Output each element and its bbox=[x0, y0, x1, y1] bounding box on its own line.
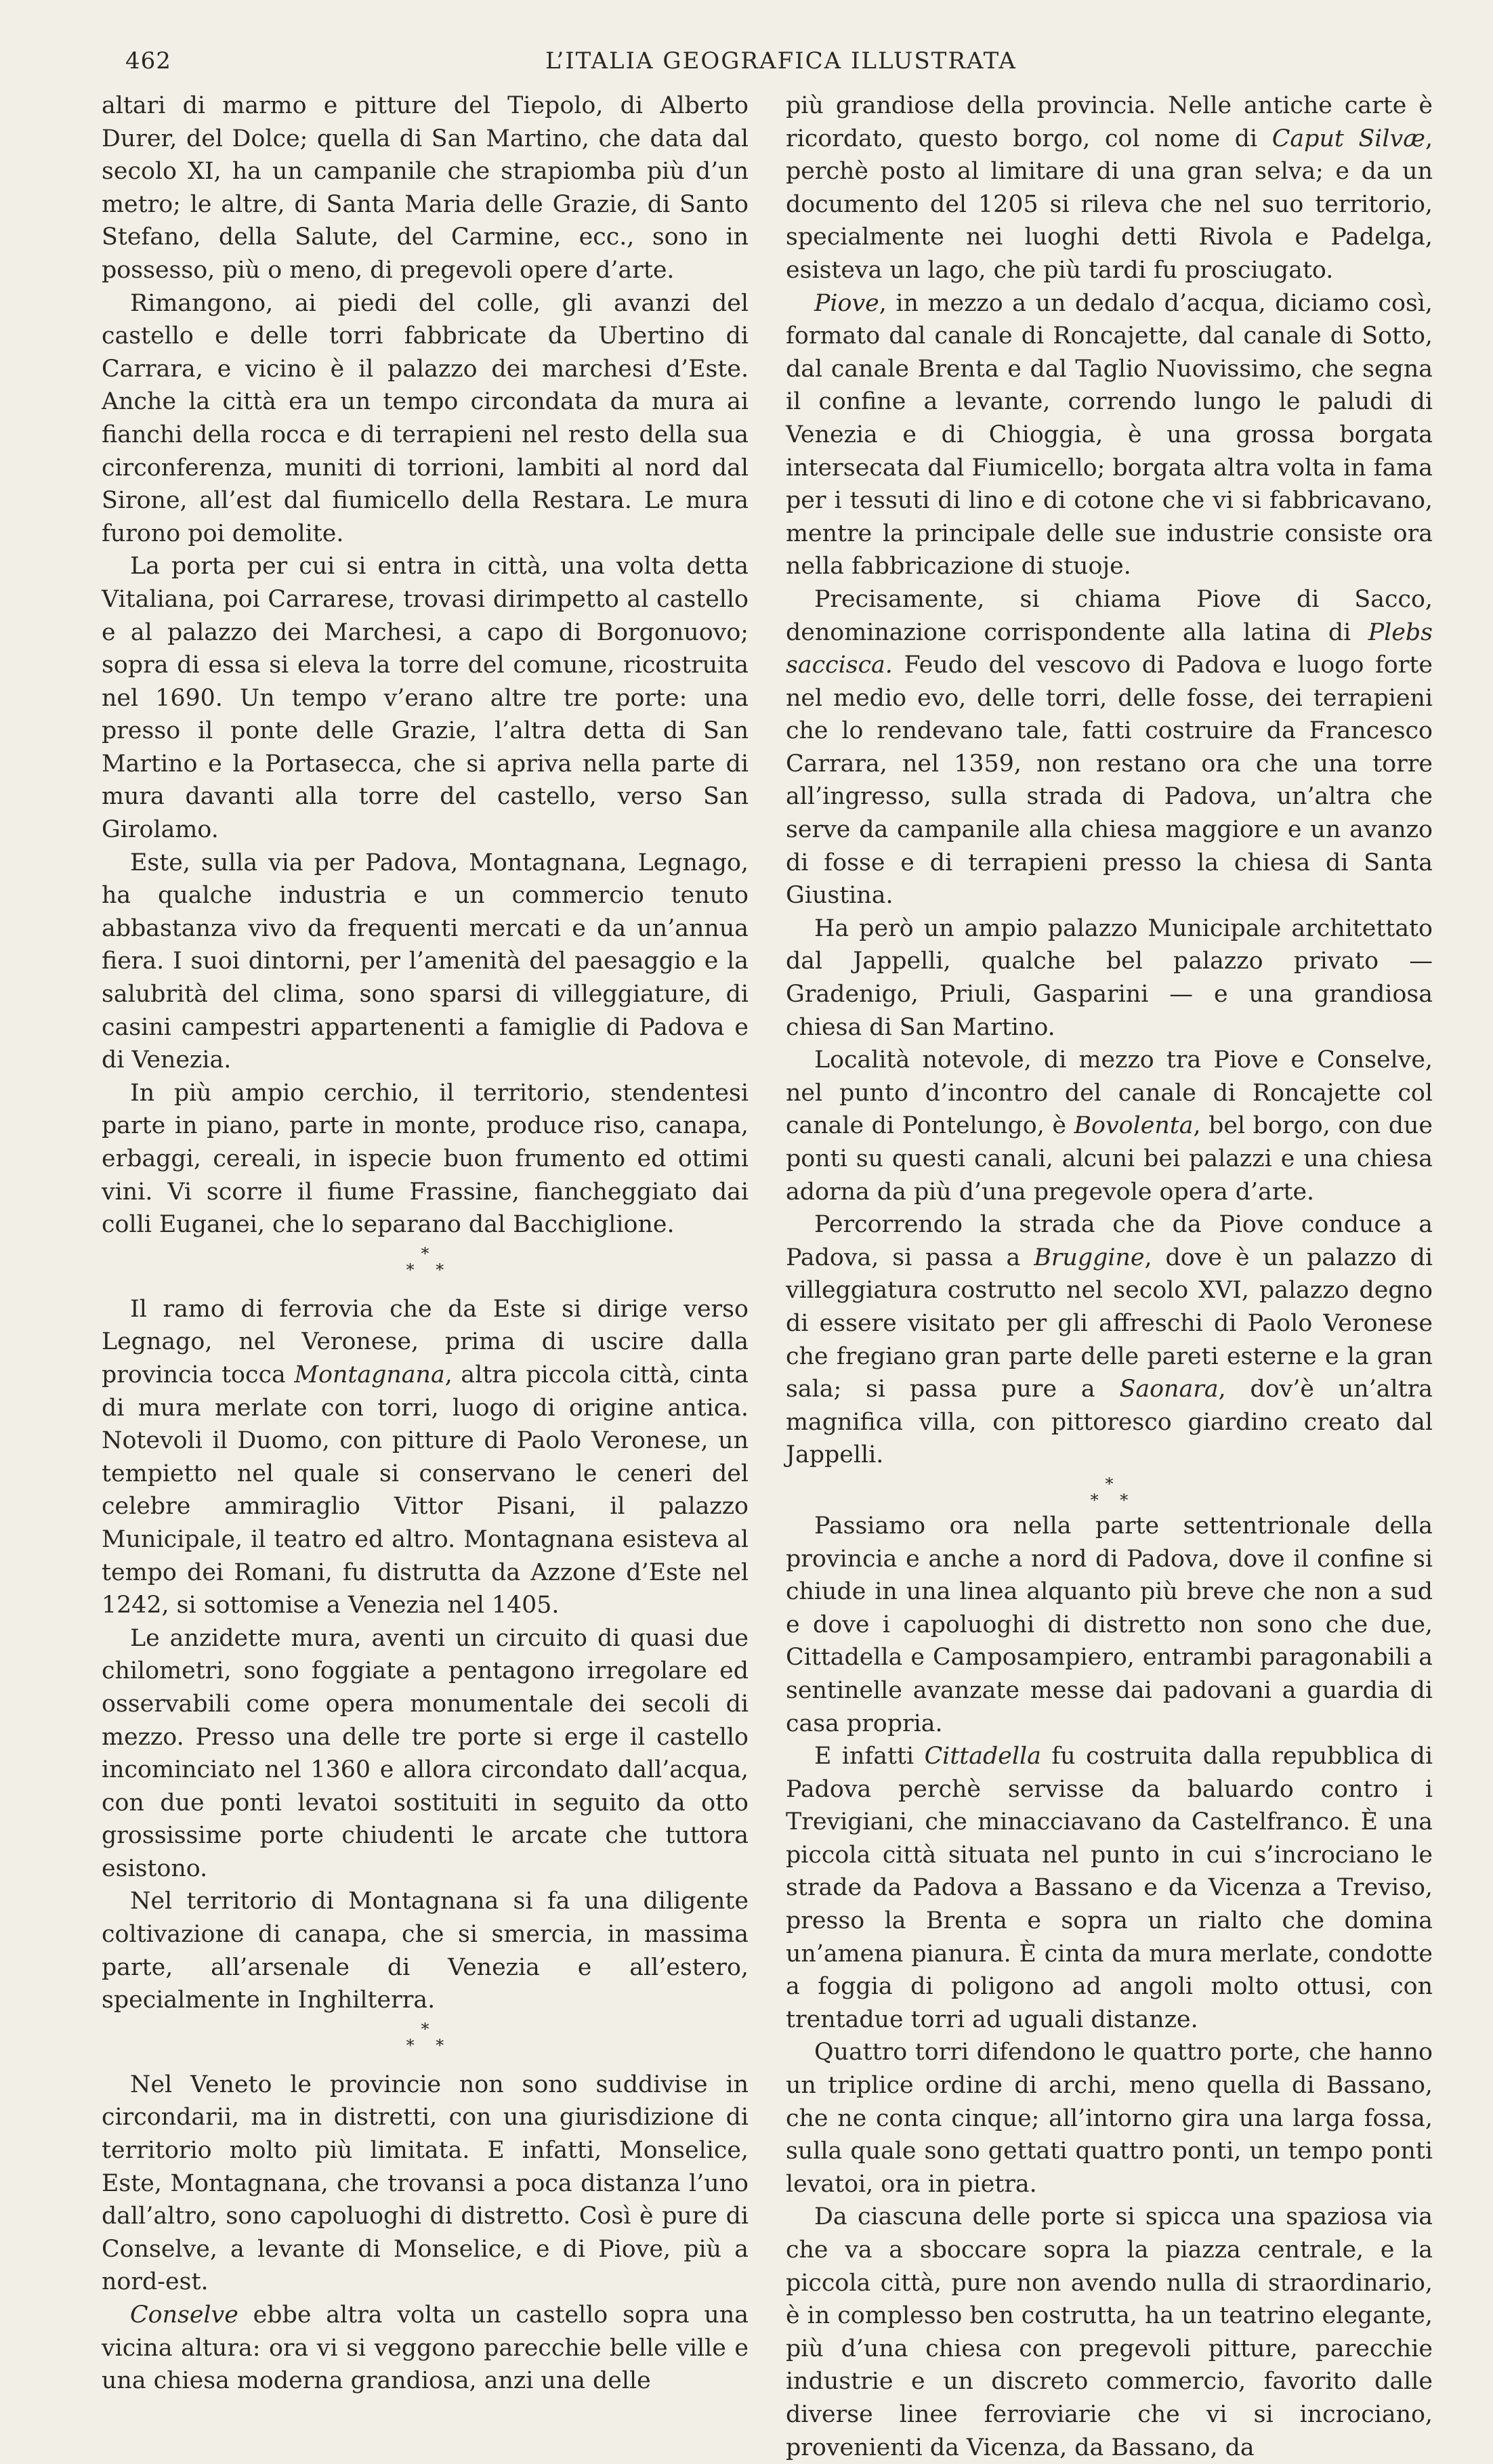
text-run: , dov’è un’altra magnifica villa, con pittoresco giardino creato dal Jappelli. bbox=[786, 1376, 1433, 1469]
text-run: più grandiose della provincia. Nelle antiche carte è ricordato, questo borgo, col nome di bbox=[786, 92, 1433, 152]
section-separator bbox=[102, 1246, 749, 1278]
right-column bbox=[786, 89, 1433, 2464]
text-run: , altra piccola città, cinta di mura merlate con torri, luogo di origine antica. Notevoli il Duomo, con pitture di Paolo Veronese, un tempietto nel quale si conservano le ceneri del celebre ammiraglio Vittor Pisani, il palazzo Municipale, il teatro ed altro. Montagnana esisteva al tempo dei Romani, fu distrutta da Azzone d’Este nel 1242, si sottomise a Venezia nel 1405. bbox=[102, 1361, 749, 1619]
italic-latin-name: Plebs saccisca. bbox=[786, 618, 1433, 679]
section-separator bbox=[102, 2021, 749, 2054]
text-run: E infatti bbox=[814, 1743, 925, 1770]
text-run: Precisamente, si chiama Piove di Sacco, denominazione corrispondente alla latina di bbox=[786, 585, 1433, 646]
paragraph bbox=[102, 1293, 749, 1622]
asterisk-top: * bbox=[421, 2019, 429, 2039]
asterisk-top: * bbox=[1105, 1474, 1114, 1493]
italic-place-name: Montagnana bbox=[294, 1361, 445, 1388]
text-run: fu costruita dalla repubblica di Padova perchè servisse da baluardo contro i Trevigiani, che minacciavano da Castelfranco. È una piccola città situata nel punto in cui s’incrociano le strade da Padova a Bassano e da Vicenza a Treviso, presso la Brenta e sopra un rialto che domina un’amena pianura. È cinta da mura merlate, condotte a foggia di poligono ad angoli molto ottusi, con trentadue torri ad uguali distanze. bbox=[786, 1743, 1433, 2033]
italic-place-name: Saonara bbox=[1119, 1376, 1219, 1403]
paragraph: Nel Veneto le provincie non sono suddivise in circondarii, ma in distretti, con una giurisdizione di territorio molto più limitata. E infatti, Monselice, Este, Montagnana, che trovansi a poca distanza l’uno dall’altro, sono capoluoghi di distretto. Così è pure di Conselve, a levante di Monselice, e di Piove, più a nord-est. bbox=[102, 2070, 749, 2296]
text-run: Località notevole, di mezzo tra Piove e Conselve, nel punto d’incontro del canale di Roncajette col canale di Pontelungo, è bbox=[786, 1046, 1433, 1140]
text-run: , dove è un palazzo di villeggiatura costrutto nel secolo XVI, palazzo degno di essere visitato per gli affreschi di Paolo Veronese che fregiano gran parte delle pareti esterne e la gran sala; si passa pure a bbox=[786, 1244, 1433, 1403]
text-run: , perchè posto al limitare di una gran selva; e da un documento del 1205 si rileva che nel suo territorio, specialmente nei luoghi detti Rivola e Padelga, esisteva un lago, che più tardi fu prosciugato. bbox=[786, 125, 1433, 284]
paragraph: altari di marmo e pitture del Tiepolo, di Alberto Durer, del Dolce; quella di San Martino, che data dal secolo XI, ha un campanile che strapiomba più d’un metro; le altre, di Santa Maria delle Grazie, di Santo Stefano, della Salute, del Carmine, ecc., sono in possesso, più o meno, di pregevoli opere d’arte. bbox=[102, 92, 749, 284]
paragraph bbox=[786, 89, 1433, 287]
paragraph: Quattro torri difendono le quattro porte, che hanno un triplice ordine di archi, meno quella di Bassano, che ne conta cinque; all’intorno gira una larga fossa, sulla quale sono gettati quattro ponti, un tempo ponti levatoi, ora in pietra. bbox=[786, 2039, 1433, 2198]
paragraph: La porta per cui si entra in città, una volta detta Vitaliana, poi Carrarese, trovasi dirimpetto al castello e al palazzo dei Marchesi, a capo di Borgonuovo; sopra di essa si eleva la torre del comune, ricostruita nel 1690. Un tempo v’erano altre tre porte: una presso il ponte delle Grazie, l’altra detta di San Martino e la Portasecca, che si apriva nella parte di mura davanti alla torre del castello, verso San Girolamo. bbox=[102, 553, 749, 844]
paragraph: In più ampio cerchio, il territorio, stendentesi parte in piano, parte in monte, produce riso, canapa, erbaggi, cereali, in ispecie buon frumento ed ottimi vini. Vi scorre il fiume Frassine, fiancheggiato dai colli Euganei, che lo separano dal Bacchiglione. bbox=[102, 1079, 749, 1239]
italic-place-name: Bruggine bbox=[1034, 1244, 1145, 1271]
paragraph bbox=[102, 2299, 749, 2398]
paragraph: Da ciascuna delle porte si spicca una spaziosa via che va a sboccare sopra la piazza centrale, e la piccola città, pure non avendo nulla di straordinario, è in complesso ben costrutta, ha un teatrino elegante, più d’una chiesa con pregevoli pitture, parecchie industrie e un discreto commercio, favorito dalle diverse linee ferroviarie che vi si incrociano, provenienti da Vicenza, da Bassano, da bbox=[786, 2203, 1433, 2461]
text-run: Il ramo di ferrovia che da Este si dirige verso Legnago, nel Veronese, prima di uscire dalla provincia tocca bbox=[102, 1295, 749, 1388]
italic-place-name: Piove bbox=[814, 289, 879, 317]
asterisk-bottom: * * bbox=[406, 2035, 453, 2055]
paragraph bbox=[786, 1208, 1433, 1472]
paragraph: Le anzidette mura, aventi un circuito di quasi due chilometri, sono foggiate a pentagono irregolare ed osservabili come opera monumentale dei secoli di mezzo. Presso una delle tre porte si erge il castello incominciato nel 1360 e allora circondato dall’acqua, con due ponti levatoi sostituiti in seguito da otto grossissime porte chiudenti le arcate che tuttora esistono. bbox=[102, 1624, 749, 1882]
italic-place-name: Cittadella bbox=[924, 1743, 1041, 1770]
paragraph: Ha però un ampio palazzo Municipale architettato dal Jappelli, qualche bel palazzo privato — Gradenigo, Priuli, Gasparini — e una grandiosa chiesa di San Martino. bbox=[786, 914, 1433, 1041]
text-run: , bel borgo, con due ponti su questi canali, alcuni bei palazzi e una chiesa adorna da più d’una pregevole opera d’arte. bbox=[786, 1112, 1433, 1206]
text-run: , in mezzo a un dedalo d’acqua, diciamo così, formato dal canale di Roncajette, dal canale di Sotto, dal canale Brenta e dal Taglio Nuovissimo, che segna il confine a levante, correndo lungo le paludi di Venezia e di Chioggia, è una grossa borgata intersecata dal Fiumicello; borgata altra volta in fama per i tessuti di lino e di cotone che vi si fabbricavano, mentre la principale delle sue industrie consiste ora nella fabbricazione di stuoje. bbox=[786, 289, 1433, 580]
page-header bbox=[125, 47, 1433, 81]
asterisk-bottom: * * bbox=[1090, 1490, 1137, 1510]
page-number: 462 bbox=[125, 47, 171, 75]
left-column bbox=[102, 89, 749, 2398]
running-title: L’ITALIA GEOGRAFICA ILLUSTRATA bbox=[545, 47, 1017, 75]
paragraph bbox=[786, 1044, 1433, 1208]
italic-place-name: Conselve bbox=[130, 2301, 238, 2329]
italic-place-name: Caput Silvæ bbox=[1271, 125, 1425, 152]
paragraph: Nel territorio di Montagnana si fa una diligente coltivazione di canapa, che si smercia, in massima parte, all’arsenale di Venezia e all’estero, specialmente in Inghilterra. bbox=[102, 1888, 749, 2014]
text-run: Percorrendo la strada che da Piove conduce a Padova, si passa a bbox=[786, 1211, 1433, 1271]
text-run: ebbe altra volta un castello sopra una vicina altura: ora vi si veggono parecchie belle ville e una chiesa moderna grandiosa, anzi una delle bbox=[102, 2301, 749, 2395]
asterisk-top: * bbox=[421, 1244, 429, 1263]
paragraph: Rimangono, ai piedi del colle, gli avanzi del castello e delle torri fabbricate da Ubertino di Carrara, e vicino è il palazzo dei marchesi d’Este. Anche la città era un tempo circondata da mura ai fianchi della rocca e di terrapieni nel resto della sua circonferenza, muniti di torrioni, lambiti al nord dal Sirone, all’est dal fiumicello della Restara. Le mura furono poi demolite. bbox=[102, 289, 749, 547]
asterisk-bottom: * * bbox=[406, 1260, 453, 1279]
paragraph: Este, sulla via per Padova, Montagnana, Legnago, ha qualche industria e un commercio tenuto abbastanza vivo da frequenti mercati e da un’annua fiera. I suoi dintorni, per l’amenità del paesaggio e la salubrità del clima, sono sparsi di villeggiature, di casini campestri appartenenti a famiglie di Padova e di Venezia. bbox=[102, 849, 749, 1074]
paragraph bbox=[786, 583, 1433, 912]
text-run: Feudo del vescovo di Padova e luogo forte nel medio evo, delle torri, delle fosse, dei terrapieni che lo rendevano tale, fatti costruire da Francesco Carrara, nel 1359, non restano ora che una torre all’ingresso, sulla strada di Padova, un’altra che serve da campanile alla chiesa maggiore e un avanzo di fosse e di terrapieni presso la chiesa di Santa Giustina. bbox=[786, 652, 1433, 910]
section-separator bbox=[786, 1476, 1433, 1508]
paragraph bbox=[786, 1740, 1433, 2036]
paragraph: Passiamo ora nella parte settentrionale della provincia e anche a nord di Padova, dove il confine si chiude in una linea alquanto più breve che non a sud e dove i capoluoghi di distretto non sono che due, Cittadella e Camposampiero, entrambi paragonabili a sentinelle avanzate messe dai padovani a guardia di casa propria. bbox=[786, 1512, 1433, 1737]
italic-place-name: Bovolenta bbox=[1074, 1112, 1194, 1140]
paragraph bbox=[786, 287, 1433, 583]
